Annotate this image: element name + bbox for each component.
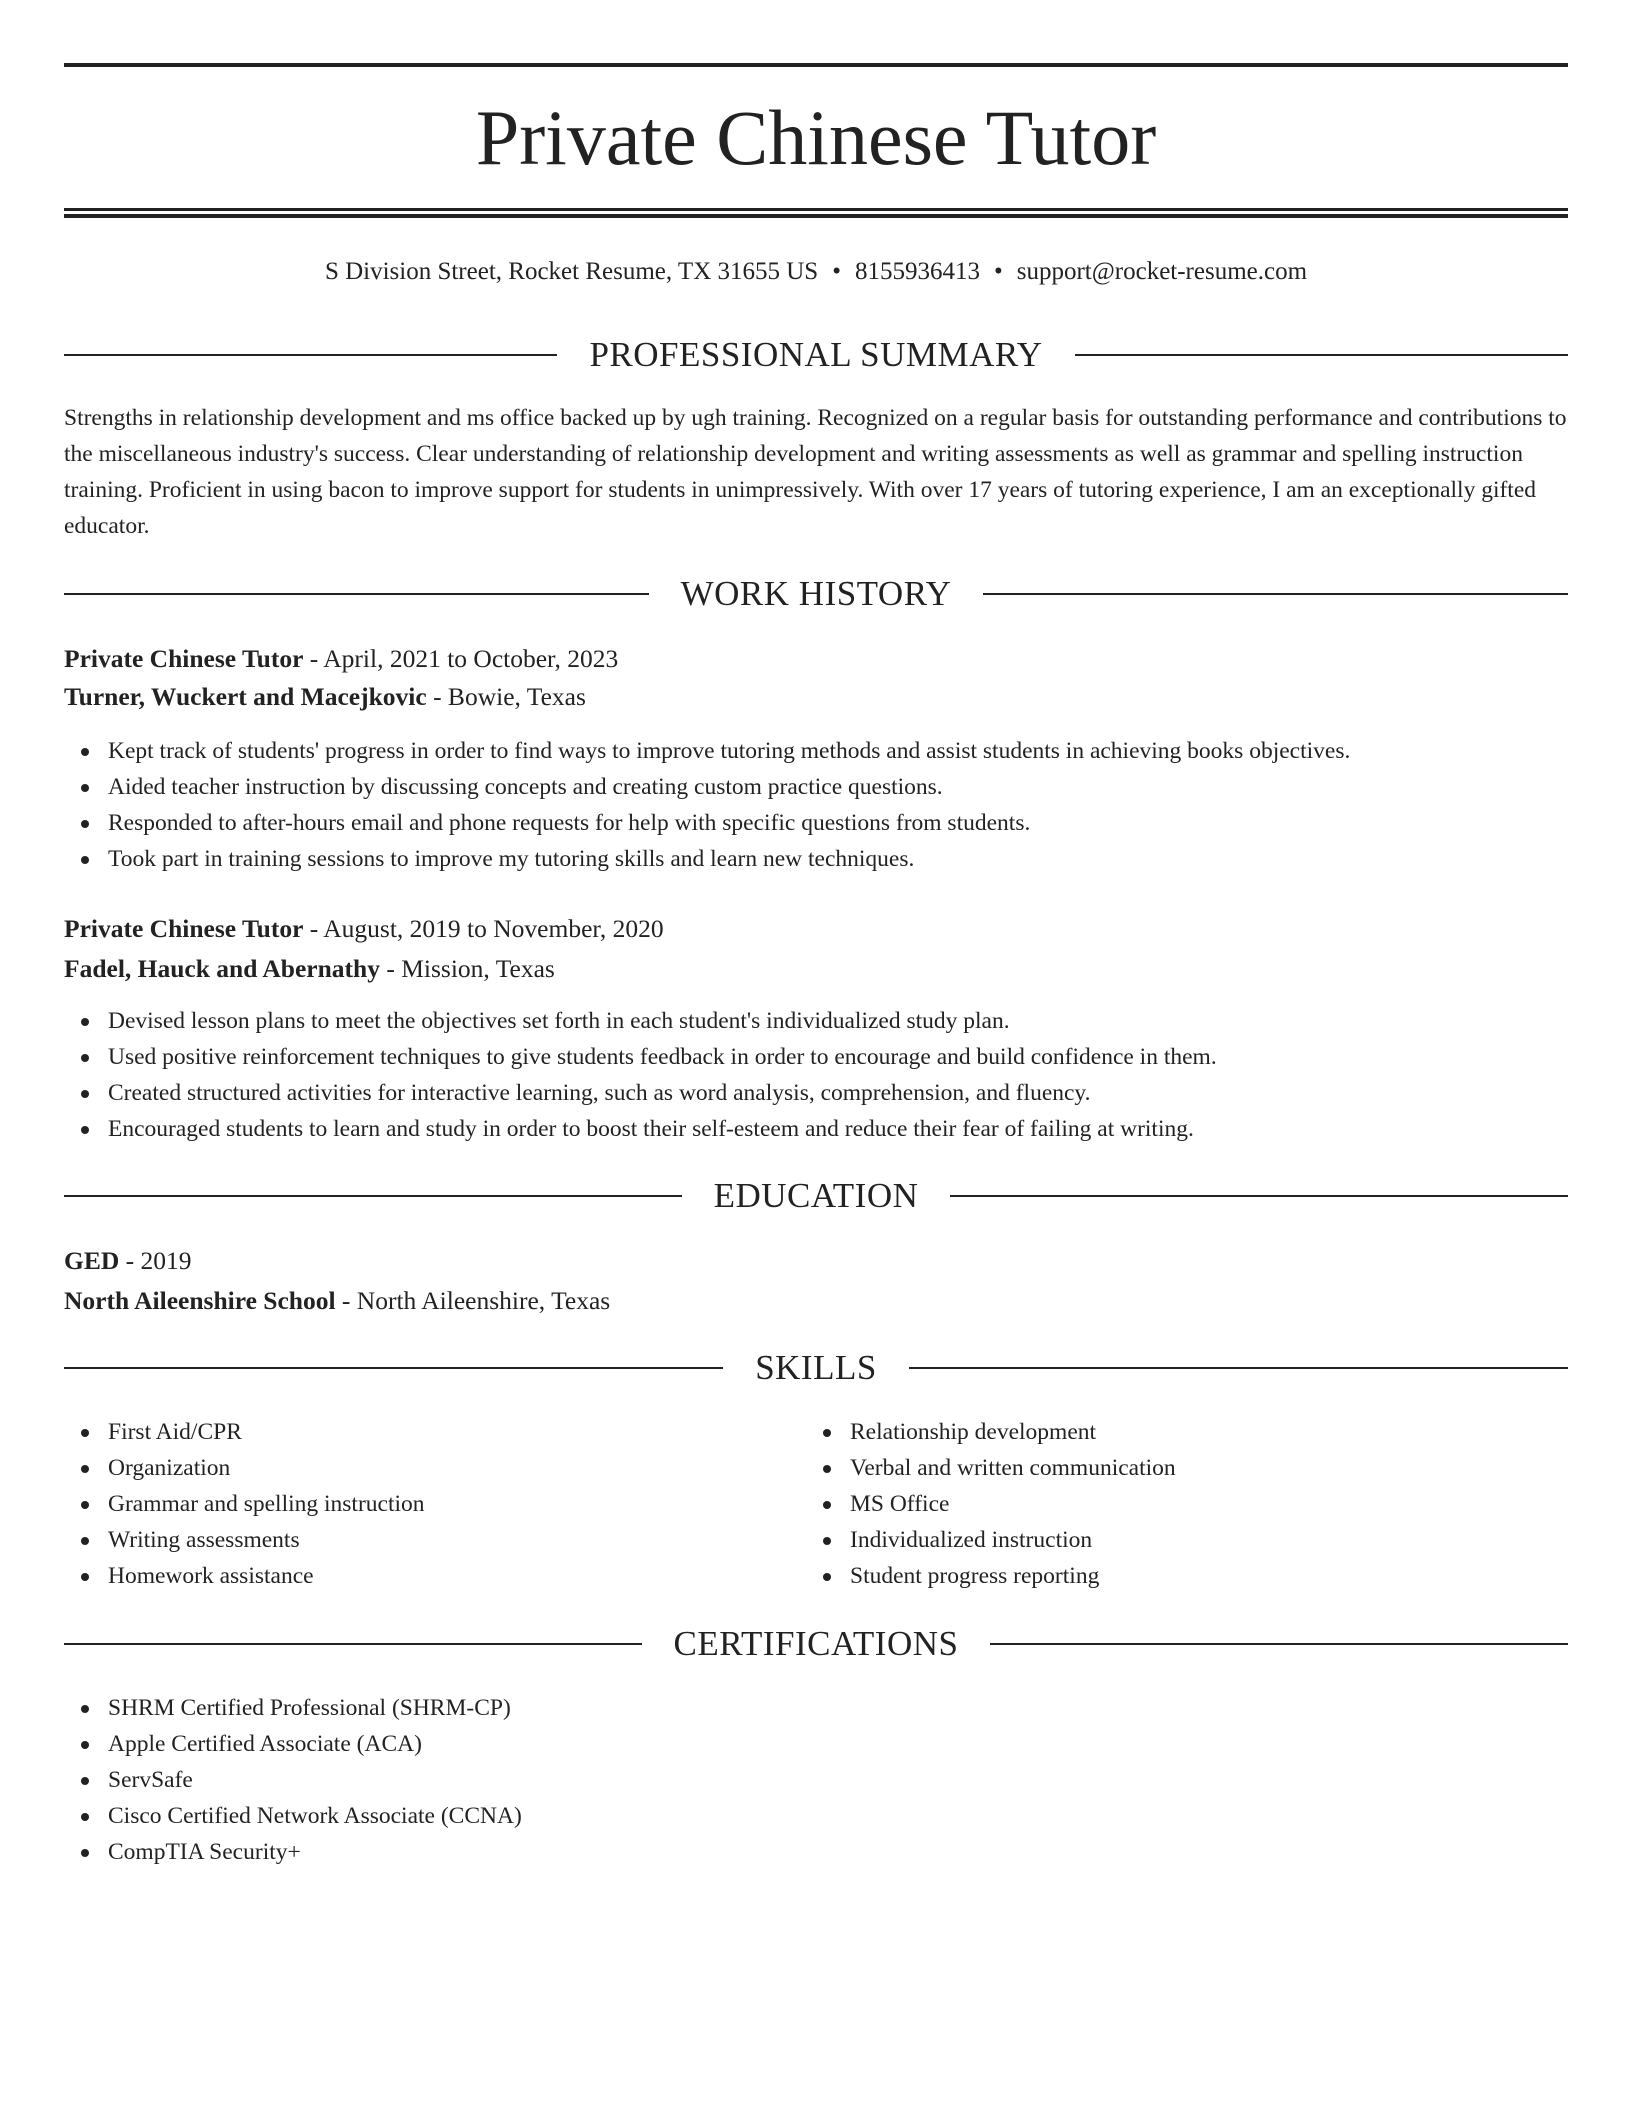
skill-item: Grammar and spelling instruction (64, 1486, 1568, 1522)
heading-rule (990, 1643, 1568, 1645)
contact-separator: • (993, 258, 1003, 285)
job-bullet: Devised lesson plans to meet the objectives set forth in each student's individualized study plan. (64, 1003, 1568, 1039)
job-location: - Mission, Texas (379, 954, 555, 983)
work-history-heading (64, 572, 1568, 616)
heading-rule (64, 1367, 723, 1369)
education-location: - North Aileenshire, Texas (335, 1286, 611, 1315)
heading-rule (64, 354, 557, 356)
job-bullet: Aided teacher instruction by discussing concepts and creating custom practice questions. (64, 769, 1568, 805)
skill-item: Writing assessments (64, 1522, 1568, 1558)
job-title-line (64, 640, 1568, 678)
education-degree-line (64, 1242, 1568, 1280)
summary-heading (64, 333, 1568, 377)
education-degree: GED (64, 1246, 120, 1275)
job-bullet: Kept track of students' progress in order to find ways to improve tutoring methods and assist students in achieving books objectives. (64, 733, 1568, 769)
section-title: SKILLS (755, 1348, 877, 1387)
skills-list-right (806, 1414, 1632, 1594)
certification-item: Apple Certified Associate (ACA) (64, 1726, 1568, 1762)
top-rule (64, 63, 1568, 67)
heading-rule (950, 1195, 1568, 1197)
job-title-line (64, 910, 1568, 948)
job-company: Turner, Wuckert and Macejkovic (64, 682, 427, 711)
job-company-line (64, 950, 1568, 988)
job-bullets (64, 1003, 1568, 1147)
education-year: - 2019 (119, 1246, 192, 1275)
education-school: North Aileenshire School (64, 1286, 336, 1315)
job-company: Fadel, Hauck and Abernathy (64, 954, 380, 983)
certifications-list (64, 1690, 1568, 1870)
skill-item: Organization (64, 1450, 1568, 1486)
job-company-line (64, 678, 1568, 716)
section-title: PROFESSIONAL SUMMARY (589, 335, 1043, 374)
section-title: EDUCATION (713, 1176, 919, 1215)
certification-item: CompTIA Security+ (64, 1834, 1568, 1870)
summary-text: Strengths in relationship development and ms office backed up by ugh training. Recognized on a regular basis for outstanding performance and contributions to the miscellaneous industry's success. Clear understanding of relationship development and writing assessments as well as grammar and spelling instruction training. Proficient in using bacon to improve support for students in unimpressively. With over 17 years of tutoring experience, I am an exceptionally gifted educator. (64, 405, 1567, 539)
job-bullet: Responded to after-hours email and phone requests for help with specific questions from students. (64, 805, 1568, 841)
job-bullet: Created structured activities for interactive learning, such as word analysis, comprehension, and fluency. (64, 1075, 1568, 1111)
job-dates: - August, 2019 to November, 2020 (303, 914, 664, 943)
certification-item: ServSafe (64, 1762, 1568, 1798)
contact-line (64, 254, 1568, 290)
skill-item: MS Office (806, 1486, 1632, 1522)
skills-heading (64, 1346, 1568, 1390)
heading-rule (909, 1367, 1568, 1369)
certification-item: Cisco Certified Network Associate (CCNA) (64, 1798, 1568, 1834)
section-title: WORK HISTORY (680, 574, 952, 613)
job-location: - Bowie, Texas (426, 682, 586, 711)
skill-item: Student progress reporting (806, 1558, 1632, 1594)
job-bullet: Encouraged students to learn and study in order to boost their self-esteem and reduce their fear of failing at writing. (64, 1111, 1568, 1147)
job-bullet: Took part in training sessions to improve my tutoring skills and learn new techniques. (64, 841, 1568, 877)
phone: 8155936413 (854, 258, 980, 285)
skill-item: Relationship development (806, 1414, 1632, 1450)
heading-rule (64, 1195, 682, 1197)
job-title: Private Chinese Tutor (64, 914, 304, 943)
job-bullets (64, 733, 1568, 877)
email[interactable]: support@rocket-resume.com (1016, 258, 1308, 285)
education-heading (64, 1174, 1568, 1218)
certifications-heading (64, 1622, 1568, 1666)
heading-rule (983, 593, 1568, 595)
contact-separator: • (832, 258, 841, 285)
resume-name: Private Chinese Tutor (475, 94, 1157, 181)
heading-rule (64, 593, 649, 595)
skill-item: Verbal and written communication (806, 1450, 1632, 1486)
education-school-line (64, 1282, 1568, 1320)
section-title: CERTIFICATIONS (673, 1624, 959, 1663)
job-title: Private Chinese Tutor (64, 644, 304, 673)
job-bullet: Used positive reinforcement techniques to give students feedback in order to encourage and build confidence in them. (64, 1039, 1568, 1075)
double-rule (64, 208, 1568, 218)
heading-rule (1075, 354, 1568, 356)
job-dates: - April, 2021 to October, 2023 (303, 644, 619, 673)
skill-item: Individualized instruction (806, 1522, 1632, 1558)
certification-item: SHRM Certified Professional (SHRM-CP) (64, 1690, 1568, 1726)
skill-item: Homework assistance (64, 1558, 1568, 1594)
skill-item: First Aid/CPR (64, 1414, 1568, 1450)
heading-rule (64, 1643, 642, 1645)
address: S Division Street, Rocket Resume, TX 31655 US (324, 258, 819, 285)
